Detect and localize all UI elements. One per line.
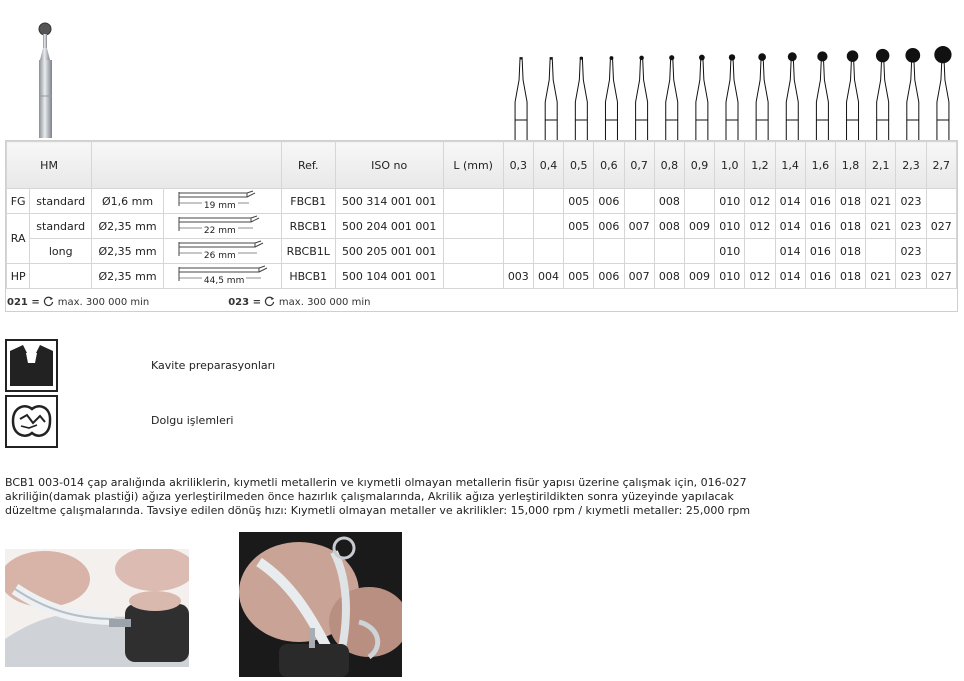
size-cell — [503, 214, 533, 239]
size-cell — [654, 239, 684, 264]
row-diameter: Ø1,6 mm — [92, 189, 164, 214]
size-cell: 018 — [835, 264, 865, 289]
row-shank — [163, 264, 281, 289]
size-cell: 010 — [715, 189, 745, 214]
row-shank-length: 26 mm — [203, 251, 236, 261]
row-group: HP — [7, 264, 30, 289]
size-cell: 014 — [775, 239, 805, 264]
size-cell — [624, 189, 654, 214]
bur-silhouette — [786, 52, 798, 140]
row-type — [30, 264, 92, 289]
header-blank — [92, 142, 282, 189]
row-diameter: Ø2,35 mm — [92, 239, 164, 264]
row-shank — [163, 214, 281, 239]
speed-notes — [7, 296, 370, 308]
legend-label-filling: Dolgu işlemleri — [151, 414, 234, 427]
header-iso: ISO no — [335, 142, 443, 189]
header-size: 0,9 — [684, 142, 714, 189]
header-size: 0,8 — [654, 142, 684, 189]
size-cell: 005 — [564, 189, 594, 214]
size-cell: 012 — [745, 189, 775, 214]
size-cell: 014 — [775, 189, 805, 214]
row-length — [443, 239, 503, 264]
bur-silhouette — [726, 54, 738, 140]
size-cell: 021 — [866, 214, 896, 239]
header-ref: Ref. — [281, 142, 335, 189]
row-type: standard — [30, 189, 92, 214]
size-cell — [533, 189, 563, 214]
size-cell: 008 — [654, 214, 684, 239]
size-cell — [564, 239, 594, 264]
size-cell: 018 — [835, 189, 865, 214]
row-shank-length: 22 mm — [203, 226, 236, 236]
size-cell: 023 — [896, 214, 926, 239]
table-row — [7, 264, 957, 289]
size-cell: 005 — [564, 264, 594, 289]
product-table — [5, 140, 958, 312]
header-size: 1,6 — [805, 142, 835, 189]
note-code: 021 = — [7, 297, 40, 308]
size-cell: 012 — [745, 214, 775, 239]
row-ref: RBCB1 — [281, 214, 335, 239]
size-cell: 023 — [896, 239, 926, 264]
bur-silhouette — [636, 56, 648, 140]
row-ref: FBCB1 — [281, 189, 335, 214]
header-size: 0,6 — [594, 142, 624, 189]
note-code: 023 = — [228, 297, 261, 308]
size-cell: 007 — [624, 264, 654, 289]
row-diameter: Ø2,35 mm — [92, 264, 164, 289]
cavity-preparation-icon — [5, 339, 58, 392]
bur-size-silhouettes — [506, 44, 958, 140]
row-iso: 500 205 001 001 — [335, 239, 443, 264]
usage-photo-2 — [239, 532, 402, 677]
header-size: 2,3 — [896, 142, 926, 189]
bur-silhouette — [515, 57, 527, 140]
header-hm: HM — [7, 142, 92, 189]
size-cell: 021 — [866, 189, 896, 214]
size-cell: 009 — [684, 264, 714, 289]
size-cell — [926, 189, 956, 214]
header-length: L (mm) — [443, 142, 503, 189]
legend-label-cavity: Kavite preparasyonları — [151, 359, 276, 372]
header-size: 2,1 — [866, 142, 896, 189]
usage-photo-1 — [5, 549, 189, 667]
bur-silhouette — [575, 57, 587, 140]
size-cell: 012 — [745, 264, 775, 289]
row-iso: 500 314 001 001 — [335, 189, 443, 214]
size-cell — [624, 239, 654, 264]
row-length — [443, 214, 503, 239]
size-cell — [533, 214, 563, 239]
size-cell: 023 — [896, 189, 926, 214]
size-cell: 021 — [866, 264, 896, 289]
header-size: 1,2 — [745, 142, 775, 189]
size-cell: 007 — [624, 214, 654, 239]
filling-icon — [5, 395, 58, 448]
bur-silhouette — [605, 56, 617, 140]
header-size: 0,5 — [564, 142, 594, 189]
row-shank — [163, 189, 281, 214]
size-cell: 016 — [805, 189, 835, 214]
bur-silhouette — [816, 51, 828, 140]
size-cell: 010 — [715, 239, 745, 264]
size-cell — [594, 239, 624, 264]
size-cell: 006 — [594, 214, 624, 239]
size-cell: 004 — [533, 264, 563, 289]
header-size: 1,0 — [715, 142, 745, 189]
table-row — [7, 189, 957, 214]
row-diameter: Ø2,35 mm — [92, 214, 164, 239]
row-shank-length: 19 mm — [203, 201, 236, 211]
size-cell — [533, 239, 563, 264]
row-shank-length: 44,5 mm — [203, 276, 245, 286]
header-size: 1,8 — [835, 142, 865, 189]
size-cell — [866, 239, 896, 264]
row-iso: 500 204 001 001 — [335, 214, 443, 239]
note-text: max. 300 000 min — [57, 297, 150, 308]
size-cell — [745, 239, 775, 264]
size-cell — [503, 189, 533, 214]
size-cell: 018 — [835, 214, 865, 239]
bur-silhouette — [545, 57, 557, 140]
row-ref: HBCB1 — [281, 264, 335, 289]
size-cell — [503, 239, 533, 264]
row-iso: 500 104 001 001 — [335, 264, 443, 289]
row-length — [443, 189, 503, 214]
row-length — [443, 264, 503, 289]
rotation-icon — [43, 296, 54, 307]
header-size: 0,4 — [533, 142, 563, 189]
size-cell: 018 — [835, 239, 865, 264]
note-text: max. 300 000 min — [278, 297, 371, 308]
size-cell: 010 — [715, 214, 745, 239]
header-size: 1,4 — [775, 142, 805, 189]
row-ref: RBCB1L — [281, 239, 335, 264]
product-description: BCB1 003-014 çap aralığında akriliklerin, kıymetli metallerin ve kıymetli olmayan metallerin fisür yapısı üzerine çalışmak için, 016-027 akriliğin(damak plastiği) ağıza yerleştirilmeden önce hazırlık çalışmalarında, Akrilik ağıza yerleştirildikten sonra yüzeyinde yapılacak düzeltme çalışmalarında. Tavsiye edilen dönüş hızı: Kıymetli olmayan metaller ve akrilikler: 15,000 rpm / kıymetli metaller: 25,000 rpm — [5, 476, 751, 517]
size-cell: 027 — [926, 264, 956, 289]
size-cell: 016 — [805, 239, 835, 264]
bur-silhouette — [696, 55, 708, 140]
size-cell — [926, 239, 956, 264]
size-cell: 027 — [926, 214, 956, 239]
header-size: 0,7 — [624, 142, 654, 189]
row-group: RA — [7, 214, 30, 264]
size-cell: 005 — [564, 214, 594, 239]
size-cell: 008 — [654, 264, 684, 289]
bur-silhouette — [756, 53, 768, 140]
size-cell: 016 — [805, 264, 835, 289]
bur-silhouette — [666, 55, 678, 140]
table-row — [7, 214, 957, 239]
size-cell — [684, 189, 714, 214]
row-shank — [163, 239, 281, 264]
bur-silhouette — [876, 49, 889, 140]
header-size: 0,3 — [503, 142, 533, 189]
bur-silhouette — [934, 46, 951, 140]
size-cell: 016 — [805, 214, 835, 239]
size-cell: 008 — [654, 189, 684, 214]
row-group: FG — [7, 189, 30, 214]
header-size: 2,7 — [926, 142, 956, 189]
bur-silhouette — [905, 48, 920, 140]
size-cell: 003 — [503, 264, 533, 289]
table-row — [7, 239, 957, 264]
size-cell: 006 — [594, 189, 624, 214]
size-cell: 014 — [775, 264, 805, 289]
size-cell: 009 — [684, 214, 714, 239]
row-type: standard — [30, 214, 92, 239]
size-cell: 010 — [715, 264, 745, 289]
bur-silhouette — [847, 50, 859, 140]
size-cell: 023 — [896, 264, 926, 289]
size-cell: 014 — [775, 214, 805, 239]
size-cell — [684, 239, 714, 264]
row-type: long — [30, 239, 92, 264]
bur-product-image — [28, 20, 64, 138]
size-cell: 006 — [594, 264, 624, 289]
rotation-icon — [264, 296, 275, 307]
